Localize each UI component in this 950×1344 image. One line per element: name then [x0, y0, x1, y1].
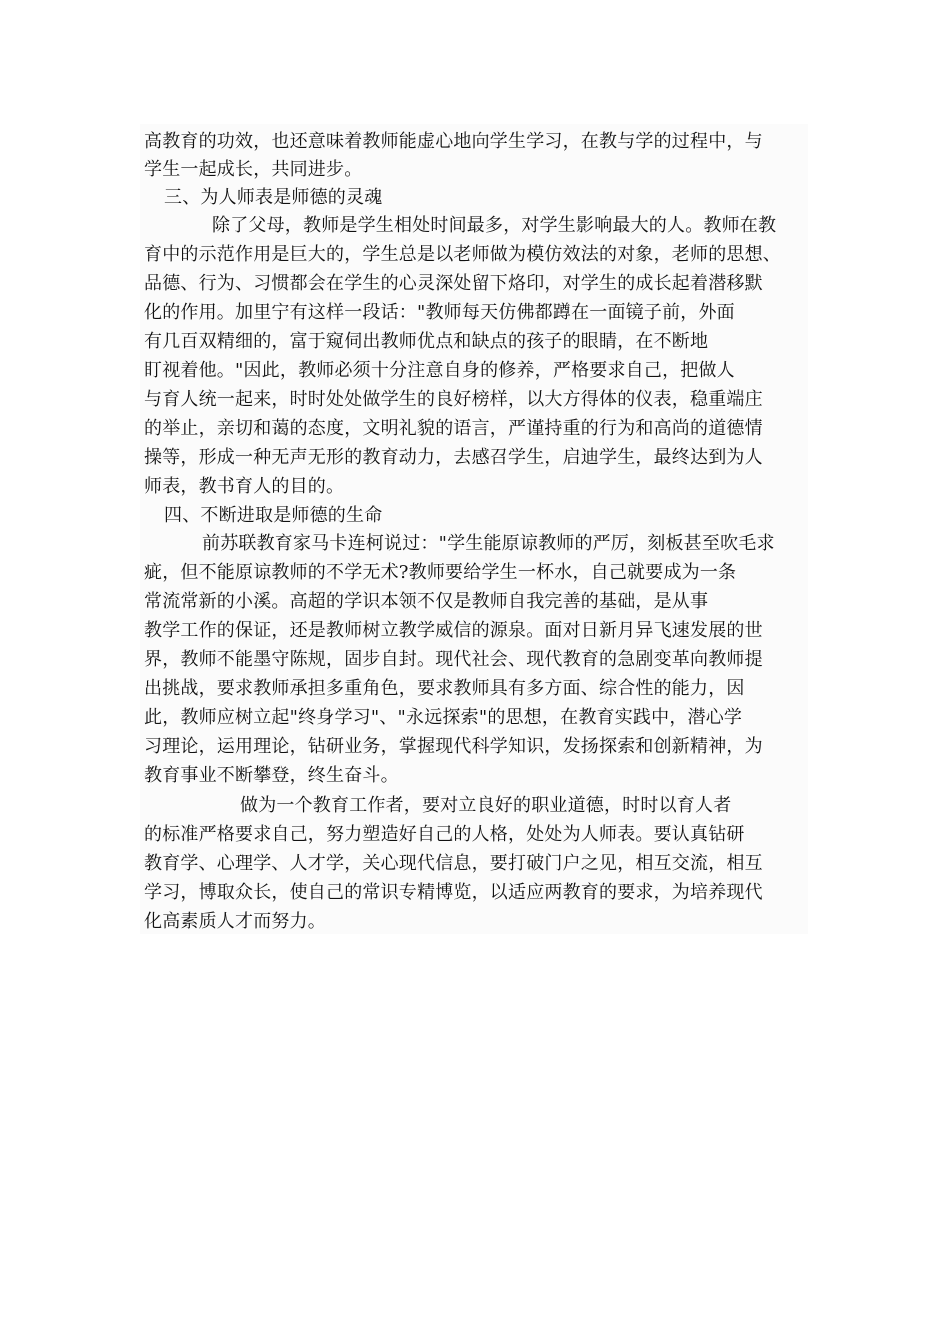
text-line: 师表，教书育人的目的。 [144, 476, 345, 497]
text-line: 与育人统一起来，时时处处做学生的良好榜样，以大方得体的仪表，稳重端庄 [144, 389, 763, 410]
text-line: 教育事业不断攀登，终生奋斗。 [144, 765, 399, 786]
text-line: 教育学、心理学、人才学，关心现代信息，要打破门户之见，相互交流，相互 [144, 853, 763, 874]
text-line: 除了父母，教师是学生相处时间最多，对学生影响最大的人。教师在教 [212, 215, 777, 236]
text-line: 出挑战，要求教师承担多重角色，要求教师具有多方面、综合性的能力，因 [144, 678, 745, 699]
text-line: 化的作用。加里宁有这样一段话："教师每天仿佛都蹲在一面镜子前，外面 [144, 302, 735, 323]
text-line: 操等，形成一种无声无形的教育动力，去感召学生，启迪学生，最终达到为人 [144, 447, 763, 468]
text-line: 高教育的功效，也还意味着教师能虚心地向学生学习，在教与学的过程中，与 [144, 131, 763, 152]
section-heading-3: 三、为人师表是师德的灵魂 [164, 187, 383, 208]
section-heading-4: 四、不断进取是师德的生命 [164, 505, 383, 526]
text-line: 育中的示范作用是巨大的，学生总是以老师做为模仿效法的对象，老师的思想、 [144, 244, 781, 265]
text-line: 有几百双精细的，富于窥伺出教师优点和缺点的孩子的眼睛，在不断地 [144, 331, 709, 352]
text-line: 的标准严格要求自己，努力塑造好自己的人格，处处为人师表。要认真钻研 [144, 824, 745, 845]
text-line: 常流常新的小溪。高超的学识本领不仅是教师自我完善的基础，是从事 [144, 591, 709, 612]
text-line: 界，教师不能墨守陈规，固步自封。现代社会、现代教育的急剧变革向教师提 [144, 649, 763, 670]
text-line: 品德、行为、习惯都会在学生的心灵深处留下烙印，对学生的成长起着潜移默 [144, 273, 763, 294]
text-line: 学习，博取众长，使自己的常识专精博览，以适应两教育的要求，为培养现代 [144, 882, 763, 903]
text-line: 的举止，亲切和蔼的态度，文明礼貌的语言，严谨持重的行为和高尚的道德情 [144, 418, 763, 439]
text-line: 盯视着他。"因此，教师必须十分注意自身的修养，严格要求自己，把做人 [144, 360, 735, 381]
text-line: 做为一个教育工作者，要对立良好的职业道德，时时以育人者 [240, 795, 732, 816]
text-line: 此，教师应树立起"终身学习"、"永远探索"的思想，在教育实践中，潜心学 [144, 707, 743, 728]
text-line: 教学工作的保证，还是教师树立教学威信的源泉。面对日新月异飞速发展的世 [144, 620, 763, 641]
text-line: 疵，但不能原谅教师的不学无术?教师要给学生一杯水，自己就要成为一条 [144, 562, 737, 583]
document-text-block [140, 124, 808, 934]
text-line: 习理论，运用理论，钻研业务，掌握现代科学知识，发扬探索和创新精神，为 [144, 736, 763, 757]
text-line: 化高素质人才而努力。 [144, 911, 326, 932]
text-line: 学生一起成长，共同进步。 [144, 159, 363, 180]
text-line: 前苏联教育家马卡连柯说过："学生能原谅教师的严厉，刻板甚至吹毛求 [202, 533, 775, 554]
